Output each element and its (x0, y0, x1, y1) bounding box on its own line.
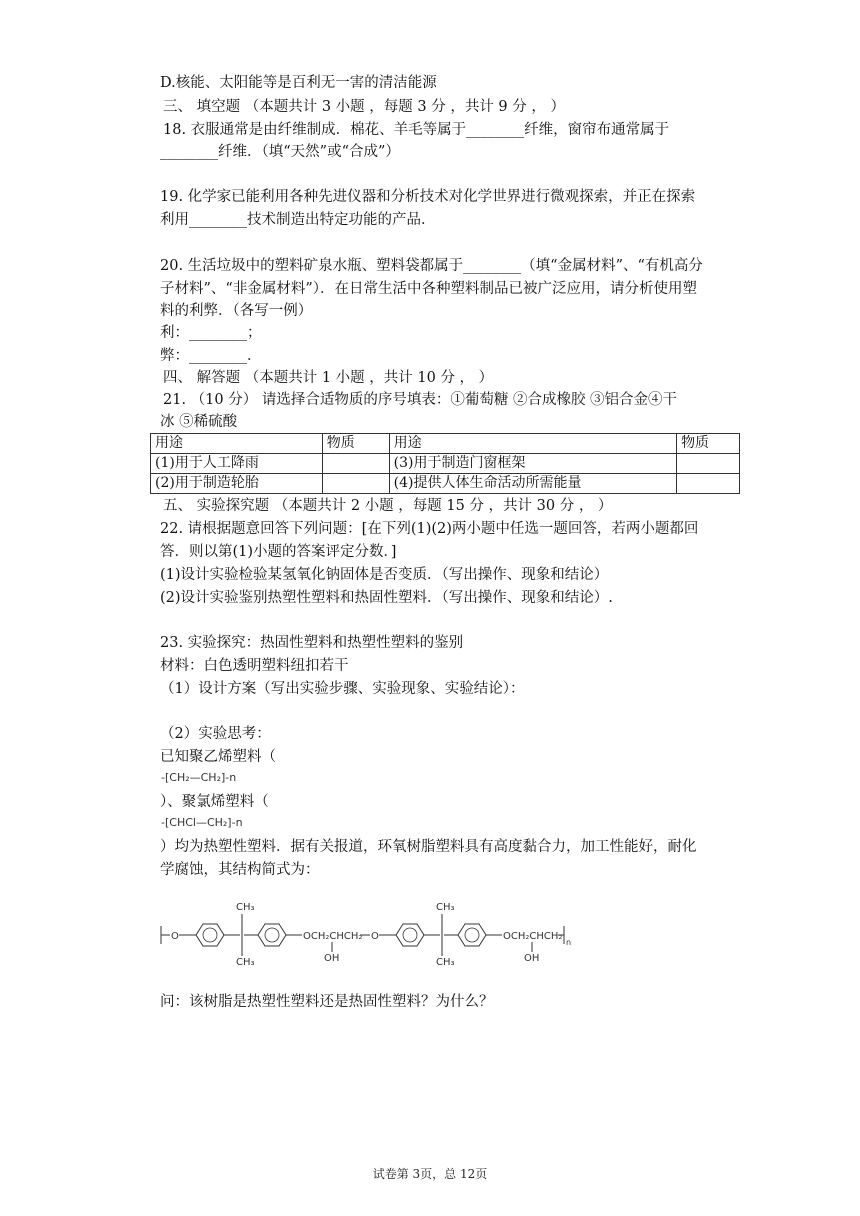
linker-group-2: OCH₂CHCH₂ (503, 931, 563, 942)
section-3-heading: 三、 填空题 （本题共计 3 小题 ，每题 3 分 ，共计 9 分 ， ） (163, 99, 565, 115)
polyethylene-text: 已知聚乙烯塑料（ (160, 749, 276, 765)
question-20-line-1: 20. 生活垃圾中的塑料矿泉水瓶、塑料袋都属于________（填“金属材料”、“有机高分 (160, 258, 703, 274)
section-4-heading: 四、 解答题 （本题共计 1 小题 ，共计 10 分 ， ） (163, 370, 494, 386)
pvc-formula: -[CHCl—CH₂]-n (161, 816, 243, 829)
question-20-con: 弊：________． (160, 348, 262, 364)
hydroxyl-1: OH (324, 953, 340, 964)
aromatic-circle-icon (265, 928, 279, 942)
usage-table (150, 433, 740, 494)
question-23-part-2: （2）实验思考： (160, 726, 271, 742)
table-row (151, 454, 740, 474)
question-22-line-1: 22. 请根据题意回答下列问题：[在下列(1)(2)两小题中任选一题回答，若两小题都回 (160, 521, 699, 537)
methyl-bottom-2: CH₃ (436, 957, 455, 968)
linker-group-1: OCH₂CHCH₂ (303, 931, 363, 942)
question-22-part-1: (1)设计实验检验某氢氧化钠固体是否变质．（写出操作、现象和结论） (160, 567, 609, 583)
table-header-cell: 物质 (677, 434, 740, 454)
benzene-ring-icon (458, 924, 486, 946)
table-header-row (151, 434, 740, 454)
question-23-materials: 材料：白色透明塑料纽扣若干 (160, 658, 349, 674)
aromatic-circle-icon (203, 928, 217, 942)
oxygen-left: O (171, 931, 179, 942)
question-20-line-2: 子材料”、“非金属材料”）．在日常生活中各种塑料制品已被广泛应用，请分析使用塑 (160, 281, 697, 297)
pvc-text: ）、聚氯烯塑料（ (160, 794, 269, 810)
question-19-line-1: 19. 化学家已能利用各种先进仪器和分析技术对化学世界进行微观探索，并正在探索 (160, 189, 696, 205)
table-cell: (3)用于制造门窗框架 (389, 454, 676, 474)
table-answer-cell (322, 454, 389, 474)
question-21-line-2: 冰 ⑤稀硫酸 (160, 414, 238, 430)
table-cell: (1)用于人工降雨 (151, 454, 323, 474)
methyl-top-1: CH₃ (236, 902, 255, 913)
aromatic-circle-icon (465, 928, 479, 942)
aromatic-circle-icon (403, 928, 417, 942)
table-header-cell: 用途 (389, 434, 676, 454)
benzene-ring-icon (196, 924, 224, 946)
table-answer-cell (677, 474, 740, 494)
question-20-line-3: 料的利弊．（各写一例） (160, 303, 313, 319)
question-22-part-2: (2)设计实验鉴别热塑性塑料和热固性塑料．（写出操作、现象和结论）. (160, 590, 613, 606)
repeat-unit-n: n (566, 938, 572, 947)
benzene-ring-icon (396, 924, 424, 946)
question-18-line-1: 18. 衣服通常是由纤维制成．棉花、羊毛等属于________纤维，窗帘布通常属于 (163, 122, 670, 138)
methyl-bottom-1: CH₃ (236, 957, 255, 968)
table-cell: (2)用于制造轮胎 (151, 474, 323, 494)
table-header-cell: 用途 (151, 434, 323, 454)
question-23-body-2: 学腐蚀，其结构简式为： (160, 862, 320, 878)
question-21-line-1: 21. （10 分） 请选择合适物质的序号填表：①葡萄糖 ②合成橡胶 ③铝合金④干 (163, 392, 678, 408)
table-answer-cell (677, 454, 740, 474)
question-20-pro: 利：________； (160, 325, 262, 341)
page-footer: 试卷第 3页，总 12页 (372, 1167, 488, 1181)
table-answer-cell (322, 474, 389, 494)
methyl-top-2: CH₃ (436, 902, 455, 913)
benzene-ring-icon (258, 924, 286, 946)
option-d: D.核能、太阳能等是百利无一害的清洁能源 (160, 75, 437, 91)
question-23-ask: 问：该树脂是热塑性塑料还是热固性塑料？为什么？ (160, 994, 494, 1010)
oxygen-middle: O (371, 931, 379, 942)
section-5-heading: 五、 实验探究题 （本题共计 2 小题 ，每题 15 分 ，共计 30 分 ， ） (163, 498, 613, 514)
question-18-line-2: ________纤维．（填“天然”或“合成”） (160, 144, 400, 160)
question-23-body-1: ）均为热塑性塑料．据有关报道，环氧树脂塑料具有高度黏合力，加工性能好，耐化 (160, 839, 697, 855)
polyethylene-formula: -[CH₂—CH₂]-n (161, 771, 237, 784)
table-cell: (4)提供人体生命活动所需能量 (389, 474, 676, 494)
table-row (151, 474, 740, 494)
question-23-part-1: （1）设计方案（写出实验步骤、实验现象、实验结论）： (160, 681, 525, 697)
epoxy-structure-diagram (160, 898, 580, 968)
question-19-line-2: 利用________技术制造出特定功能的产品． (160, 212, 436, 228)
question-22-line-2: 答．则以第(1)小题的答案评定分数．] (160, 544, 397, 560)
question-23-title: 23. 实验探究：热固性塑料和热塑性塑料的鉴别 (160, 635, 464, 651)
hydroxyl-2: OH (524, 953, 540, 964)
table-header-cell: 物质 (322, 434, 389, 454)
